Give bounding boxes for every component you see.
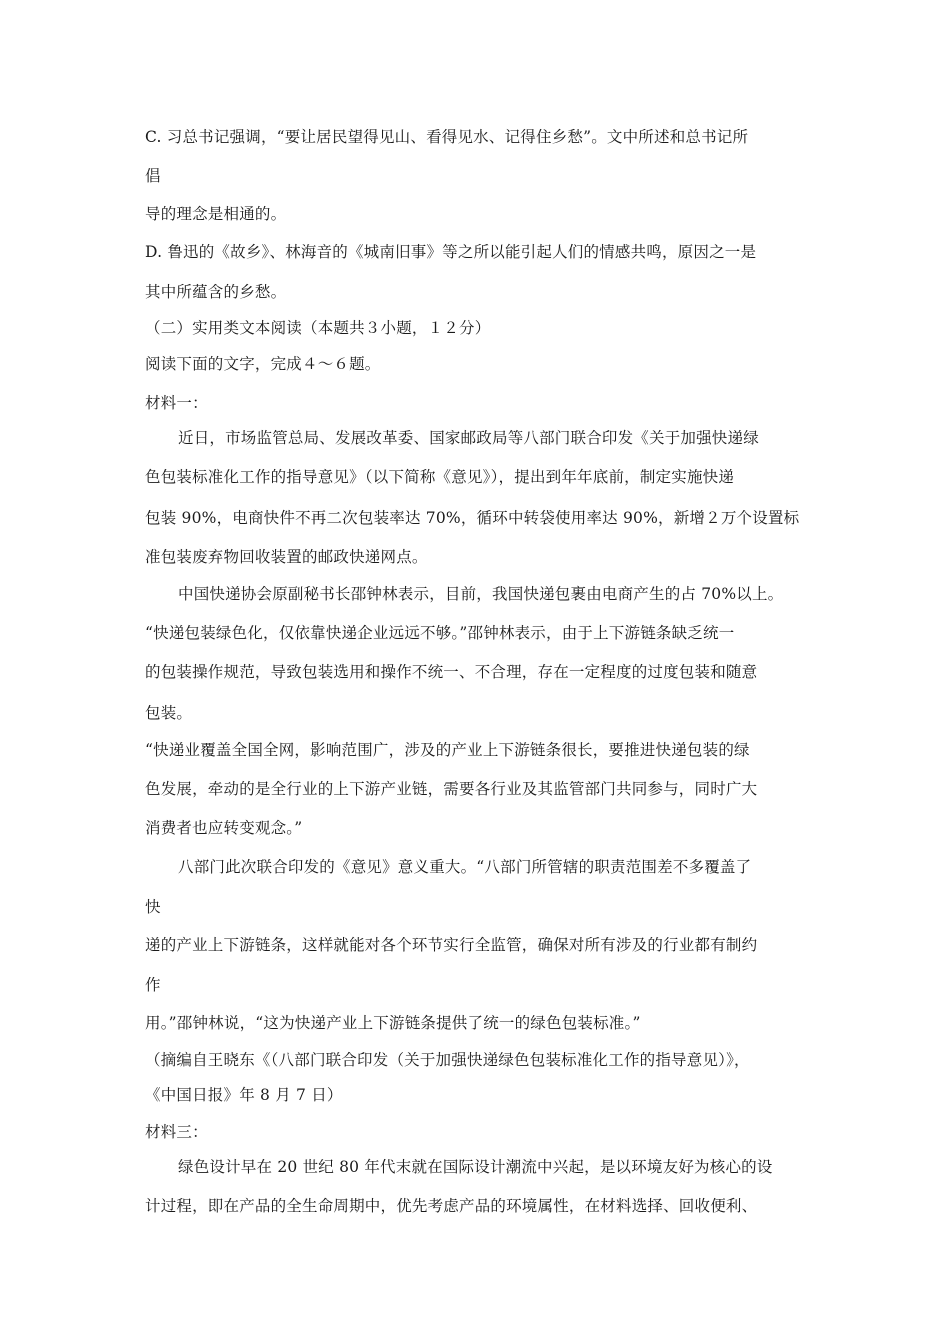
section-heading: （二）实用类文本阅读（本题共３小题，１２分） bbox=[145, 319, 491, 337]
material-1-p1-line-1: 近日，市场监管总局、发展改革委、国家邮政局等八部门联合印发《关于加强快递绿 bbox=[178, 429, 759, 447]
material-1-p4-line-1: 八部门此次联合印发的《意见》意义重大。“八部门所管辖的职责范围差不多覆盖了 bbox=[178, 858, 752, 876]
material-1-p1-line-4: 准包装废弃物回收装置的邮政快递网点。 bbox=[145, 548, 428, 566]
material-1-p3-line-3: 消费者也应转变观念。” bbox=[145, 819, 303, 837]
material-1-p4-line-5: 用。”邵钟林说，“这为快递产业上下游链条提供了统一的绿色包装标准。” bbox=[145, 1014, 641, 1032]
option-c-line-1: C. 习总书记强调，“要让居民望得见山、看得见水、记得住乡愁”。文中所述和总书记所 bbox=[145, 128, 749, 146]
material-3-p1-line-2: 计过程，即在产品的全生命周期中，优先考虑产品的环境属性，在材料选择、回收便利、 bbox=[145, 1197, 758, 1215]
material-1-p3-line-2: 色发展，牵动的是全行业的上下游产业链，需要各行业及其监管部门共同参与，同时广大 bbox=[145, 780, 758, 798]
material-1-p1-line-2: 色包装标准化工作的指导意见》（以下简称《意见》），提出到年年底前，制定实施快递 bbox=[145, 468, 735, 486]
material-3-label: 材料三： bbox=[145, 1123, 208, 1141]
material-1-p1-line-3: 包装 90%，电商快件不再二次包装率达 70%，循环中转袋使用率达 90%，新增２万个设置标 bbox=[145, 509, 800, 527]
material-1-p3-line-1: “快递业覆盖全国全网，影响范围广，涉及的产业上下游链条很长，要推进快递包装的绿 bbox=[145, 741, 750, 759]
option-d-line-1: D. 鲁迅的《故乡》、林海音的《城南旧事》等之所以能引起人们的情感共鸣，原因之一是 bbox=[145, 243, 757, 261]
material-1-p2-line-2: “快递包装绿色化，仅依靠快递企业远远不够。”邵钟林表示，由于上下游链条缺乏统一 bbox=[145, 624, 735, 642]
material-1-p2-line-3: 的包装操作规范，导致包装选用和操作不统一、不合理，存在一定程度的过度包装和随意 bbox=[145, 663, 758, 681]
material-1-p4-line-3: 递的产业上下游链条，这样就能对各个环节实行全监管，确保对所有涉及的行业都有制约 bbox=[145, 936, 758, 954]
section-instruction: 阅读下面的文字，完成４～６题。 bbox=[145, 355, 381, 373]
option-c-line-2: 倡 bbox=[145, 167, 161, 185]
material-1-p4-line-2: 快 bbox=[145, 898, 161, 916]
material-1-p2-line-1: 中国快递协会原副秘书长邵钟林表示，目前，我国快递包裹由电商产生的占 70%以上。 bbox=[178, 585, 784, 603]
material-1-p4-line-4: 作 bbox=[145, 976, 161, 994]
material-1-source-line-2: 《中国日报》年 8 月 7 日） bbox=[145, 1086, 343, 1104]
option-c-line-3: 导的理念是相通的。 bbox=[145, 205, 287, 223]
material-1-p2-line-4: 包装。 bbox=[145, 704, 193, 722]
material-1-label: 材料一： bbox=[145, 394, 208, 412]
material-1-source-line-1: （摘编自王晓东《（八部门联合印发（关于加强快递绿色包装标准化工作的指导意见）》， bbox=[145, 1051, 750, 1069]
option-d-line-2: 其中所蕴含的乡愁。 bbox=[145, 283, 287, 301]
material-3-p1-line-1: 绿色设计早在 20 世纪 80 年代末就在国际设计潮流中兴起，是以环境友好为核心的设 bbox=[178, 1158, 773, 1176]
